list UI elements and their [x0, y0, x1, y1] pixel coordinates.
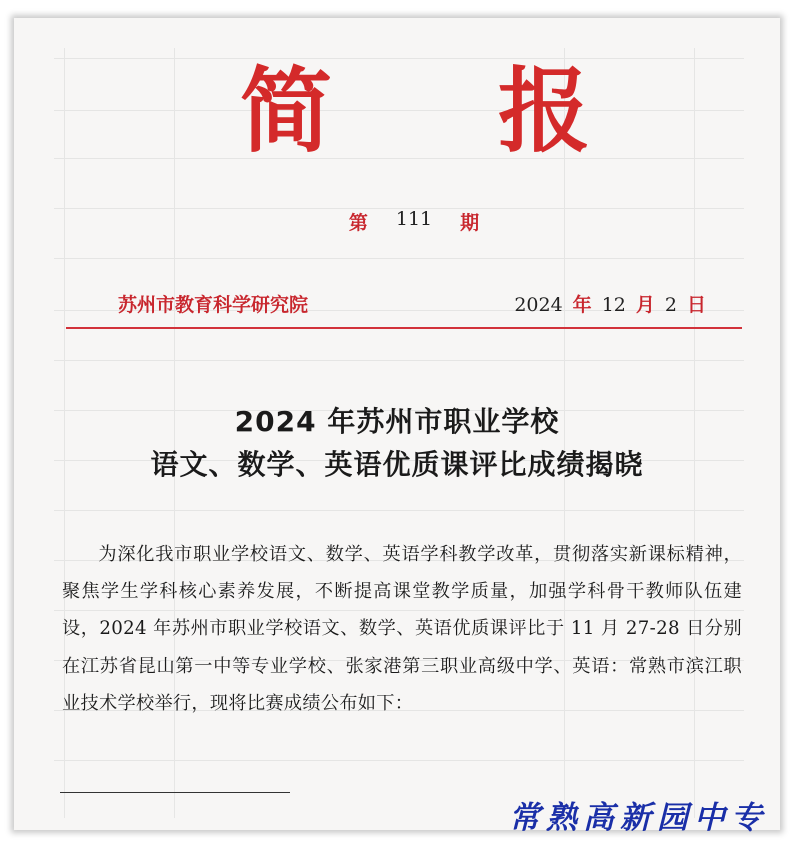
date-day-unit: 日 — [686, 294, 706, 316]
issuer-name: 苏州市教育科学研究院 — [118, 294, 309, 316]
bottom-divider — [60, 792, 290, 793]
masthead-char-1: 简 — [240, 58, 333, 165]
issue-date — [514, 290, 706, 317]
issue-number-value: 111 — [395, 208, 433, 230]
date-day: 2 — [664, 294, 677, 316]
date-month: 12 — [601, 294, 626, 316]
article-title-line-1: 2024 年苏州市职业学校 — [234, 405, 560, 438]
article-title-line-2: 语文、数学、英语优质课评比成绩揭晓 — [150, 448, 644, 481]
watermark-text: 常熟高新园中专 — [509, 800, 768, 836]
masthead-title — [240, 58, 590, 165]
date-year-unit: 年 — [572, 294, 592, 316]
issue-prefix: 第 — [348, 212, 368, 234]
issue-suffix: 期 — [460, 212, 480, 234]
header-divider — [66, 327, 742, 329]
document-page — [14, 18, 780, 830]
date-year: 2024 — [514, 294, 563, 316]
issue-number — [314, 208, 514, 235]
masthead-char-2: 报 — [497, 58, 590, 165]
article-body: 为深化我市职业学校语文、数学、英语学科教学改革，贯彻落实新课标精神，聚焦学生学科核心素养发展，不断提高课堂教学质量，加强学科骨干教师队伍建设，2024 年苏州市职业学校语文、数学、英语优质课评比于 11 月 27-28 日分别在江苏省昆山第一中等专业学校、张家港第三职业高级中学、英语：常熟市滨江职业技术学校举行，现将比赛成绩公布如下： — [62, 544, 742, 714]
date-month-unit: 月 — [635, 294, 655, 316]
